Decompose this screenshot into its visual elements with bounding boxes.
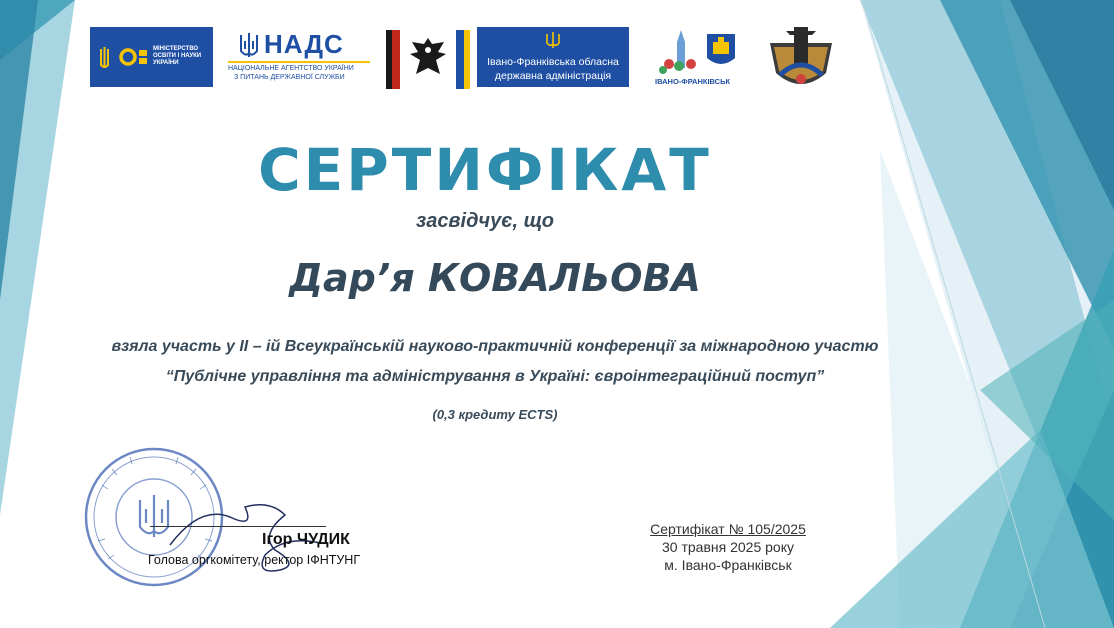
credits-text: (0,3 кредиту ECTS) (432, 407, 558, 422)
certificate-place: м. Івано-Франківськ (664, 557, 792, 573)
signatory-role: Голова оргкомітету, ректор ІФНТУНГ (148, 553, 361, 567)
trident-icon (545, 31, 561, 49)
certificate-meta (615, 520, 841, 574)
nads-subtitle-2: З ПИТАНЬ ДЕРЖАВНОЇ СЛУЖБИ (234, 74, 345, 81)
certificate-number: Сертифікат № 105/2025 (650, 521, 806, 537)
city-logo-text: ІВАНО-ФРАНКІВСЬК (655, 77, 731, 86)
eagle-icon (386, 30, 470, 89)
city-emblem-icon (651, 28, 746, 76)
university-logo (766, 25, 836, 95)
ministry-education-logo (90, 27, 213, 87)
conference-title: “Публічне управління та адміністрування в Україні: євроінтеграційний поступ” (165, 368, 825, 385)
signature-line (150, 526, 326, 527)
oda-logo (477, 27, 629, 87)
certificate-title: СЕРТИФІКАТ (258, 136, 712, 204)
recipient-name: Дар’я КОВАЛЬОВА (289, 256, 701, 300)
oda-line-1: Івано-Франківська обласна (487, 56, 619, 68)
regional-coat-of-arms-logo (386, 30, 470, 89)
trident-icon (238, 31, 260, 59)
signatory-name: Ігор ЧУДИК (262, 531, 350, 548)
oda-line-2: державна адміністрація (494, 70, 612, 82)
nads-logo (224, 27, 369, 87)
nads-title: НАДС (264, 29, 344, 59)
nads-subtitle-1: НАЦІОНАЛЬНЕ АГЕНТСТВО УКРАЇНИ (228, 65, 354, 72)
ministry-logo-text: МІНІСТЕРСТВО ОСВІТИ І НАУКИ УКРАЇНИ (153, 46, 202, 66)
university-crest-icon (766, 25, 836, 95)
participation-text: взяла участь у ІІ – ій Всеукраїнській науково-практичній конференції за міжнародною участю (111, 338, 879, 355)
certificate-date: 30 травня 2025 року (662, 539, 794, 555)
certificate-subtitle: засвідчує, що (415, 210, 555, 232)
city-logo (651, 28, 746, 88)
